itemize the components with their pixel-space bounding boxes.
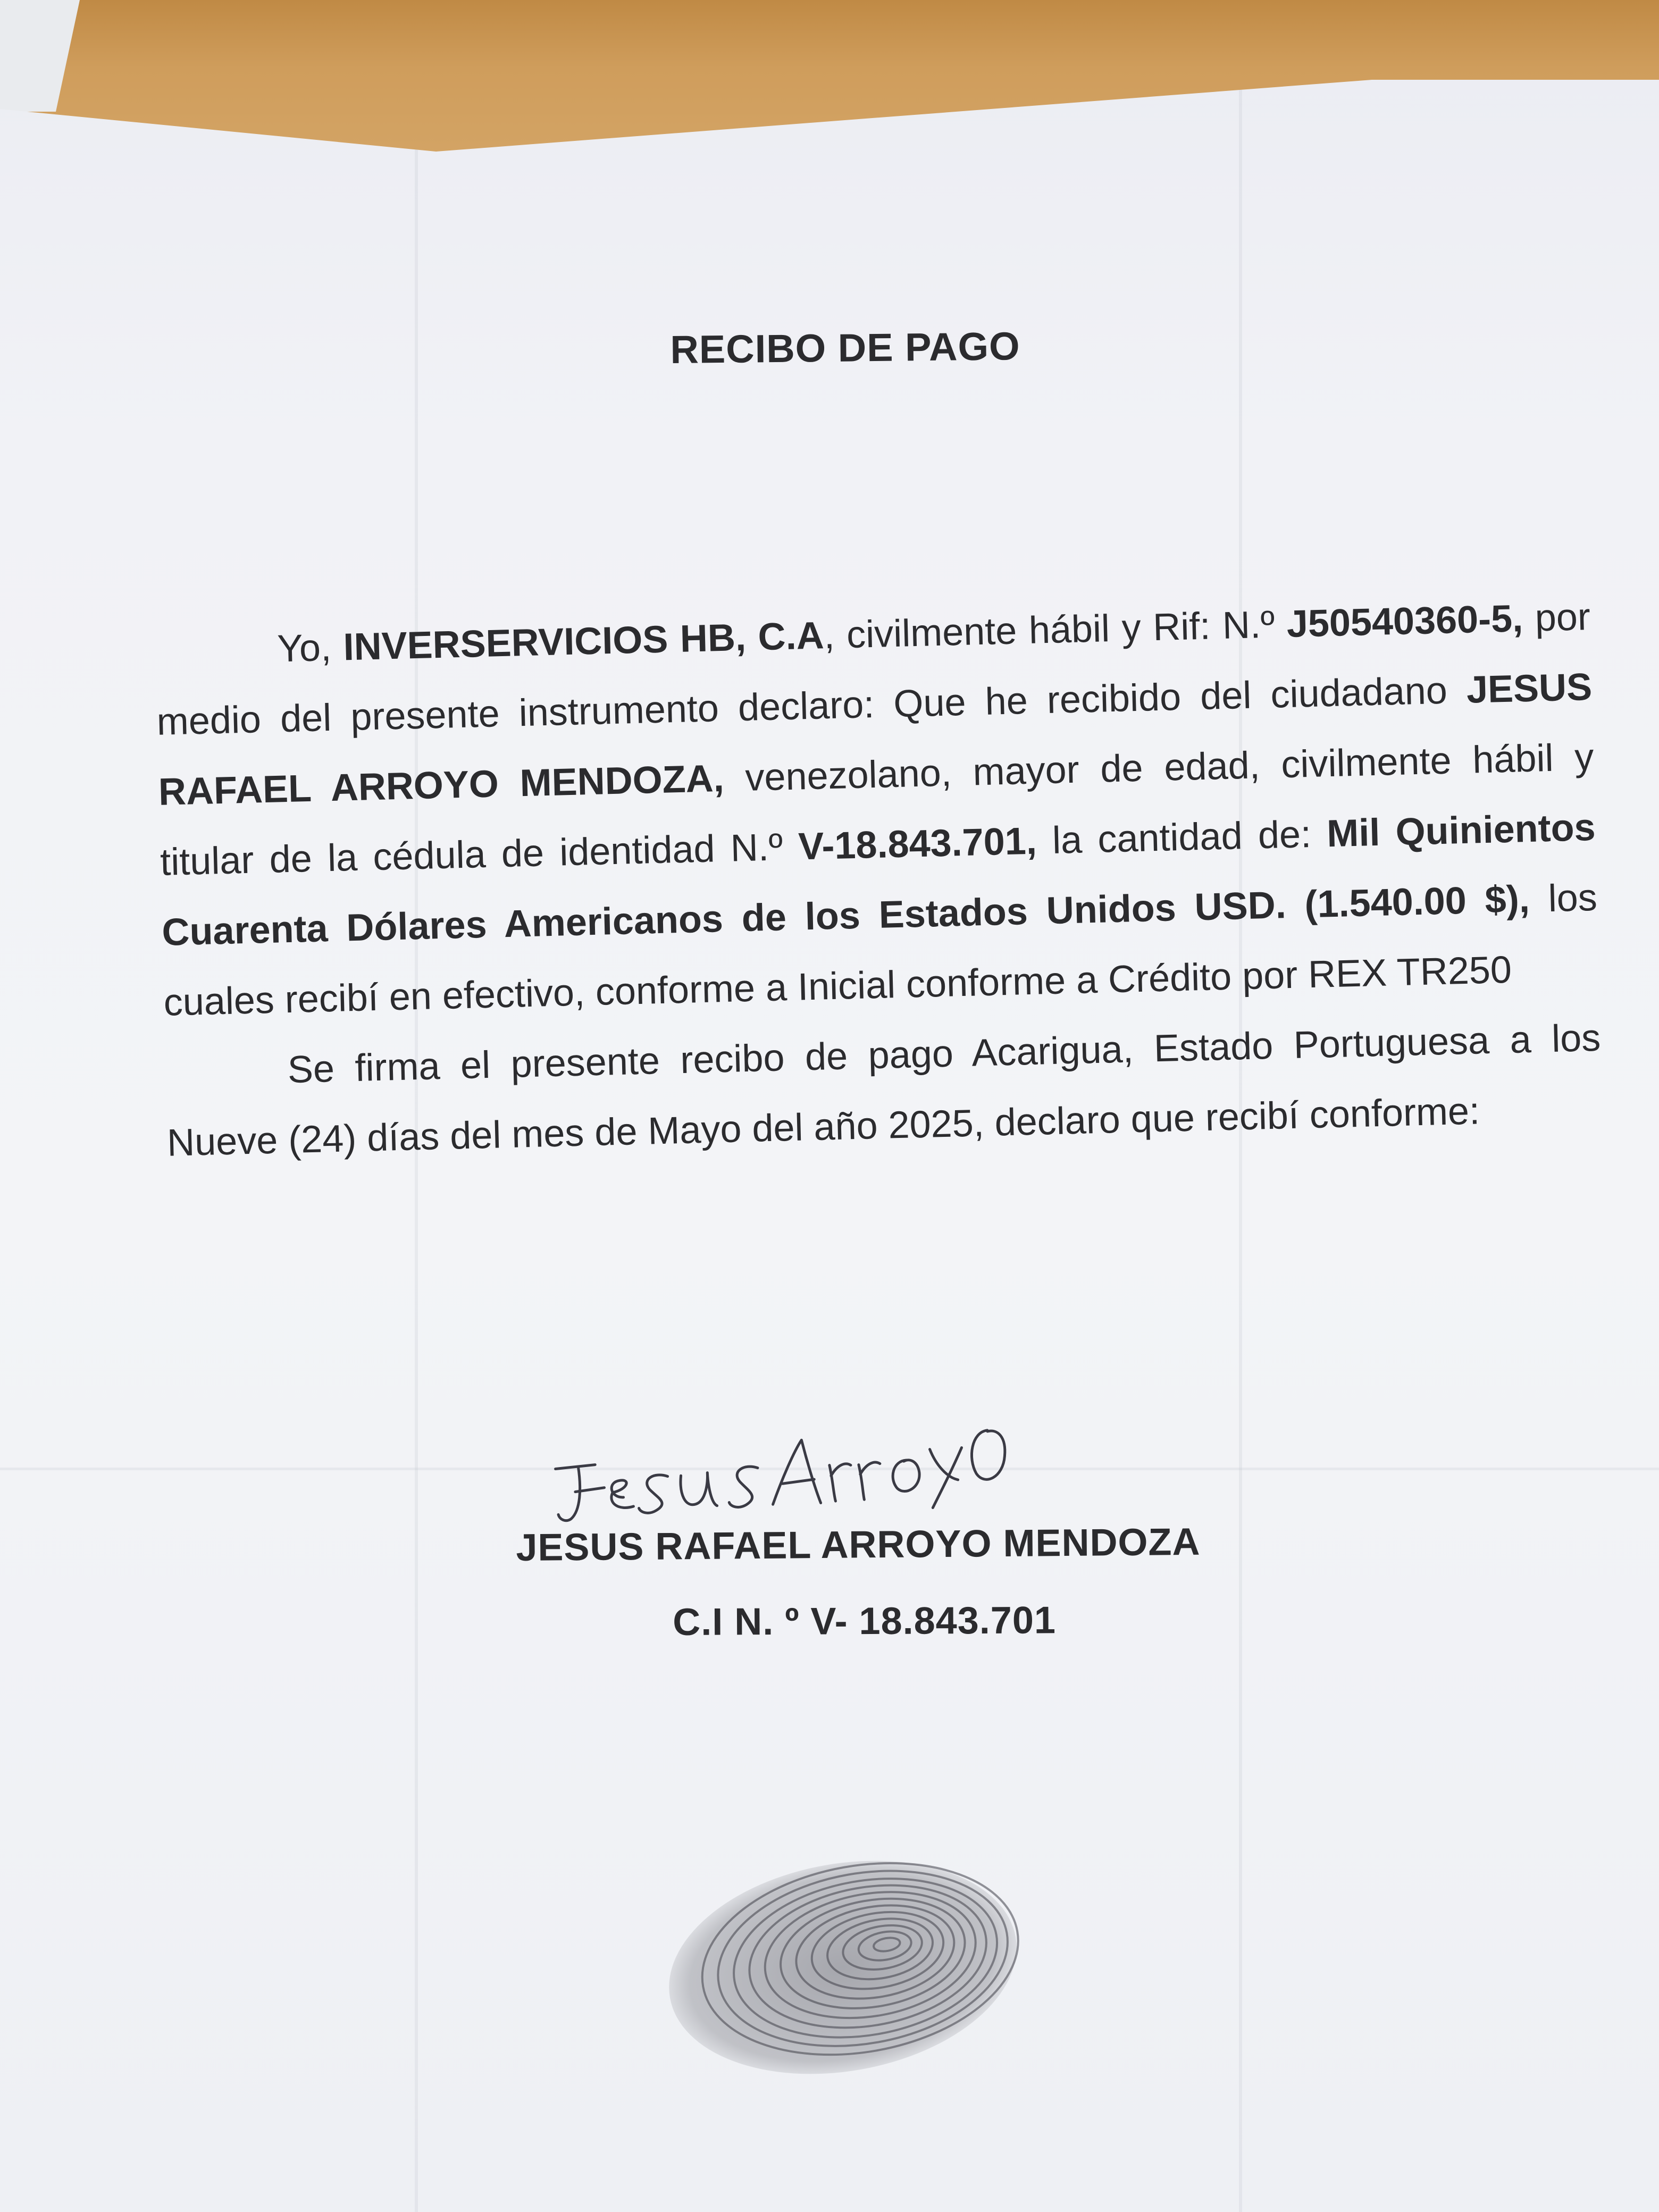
page-title: RECIBO DE PAGO — [670, 324, 1020, 372]
fingerprint-icon — [659, 1856, 1026, 2079]
declaration-text: Yo, — [276, 626, 344, 671]
declaration-text: la cantidad de: — [1036, 812, 1328, 862]
declaration-text: venezolano, mayor de edad, civilmente hábil y titular de la cédula de identidad N.º — [160, 735, 1595, 884]
declaration-text: , civilmente hábil y Rif: N.º — [823, 602, 1287, 657]
signing-text: Se firma el presente recibo de pago Acarigua, Estado Portuguesa a los Nueve (24) días del mes de Mayo del año 2025, declaro que recibí conforme: — [166, 1016, 1602, 1164]
declaration-text: por medio del presente instrumento declaro: Que he recibido del ciudadano — [156, 596, 1591, 743]
rif-number: J50540360-5, — [1286, 597, 1524, 646]
amount-text: Mil Quinientos Cuarenta Dólares Americanos de los Estados Unidos USD. (1.540.00 $), — [161, 806, 1596, 954]
company-name: INVERSERVICIOS HB, C.A — [342, 614, 825, 669]
declaration-text: los cuales recibí en efectivo, conforme a Inicial conforme a Crédito por REX TR250 — [163, 876, 1598, 1024]
signer-printed-name: JESUS RAFAEL ARROYO MENDOZA — [516, 1520, 1201, 1569]
signer-id-number: C.I N. º V- 18.843.701 — [673, 1599, 1057, 1644]
declaration-paragraph — [154, 582, 1600, 1038]
id-number: V-18.843.701, — [798, 819, 1037, 868]
receipt-body — [154, 582, 1603, 1178]
payer-name: JESUS RAFAEL ARROYO MENDOZA, — [158, 665, 1593, 814]
handwritten-signature — [550, 1397, 1018, 1538]
